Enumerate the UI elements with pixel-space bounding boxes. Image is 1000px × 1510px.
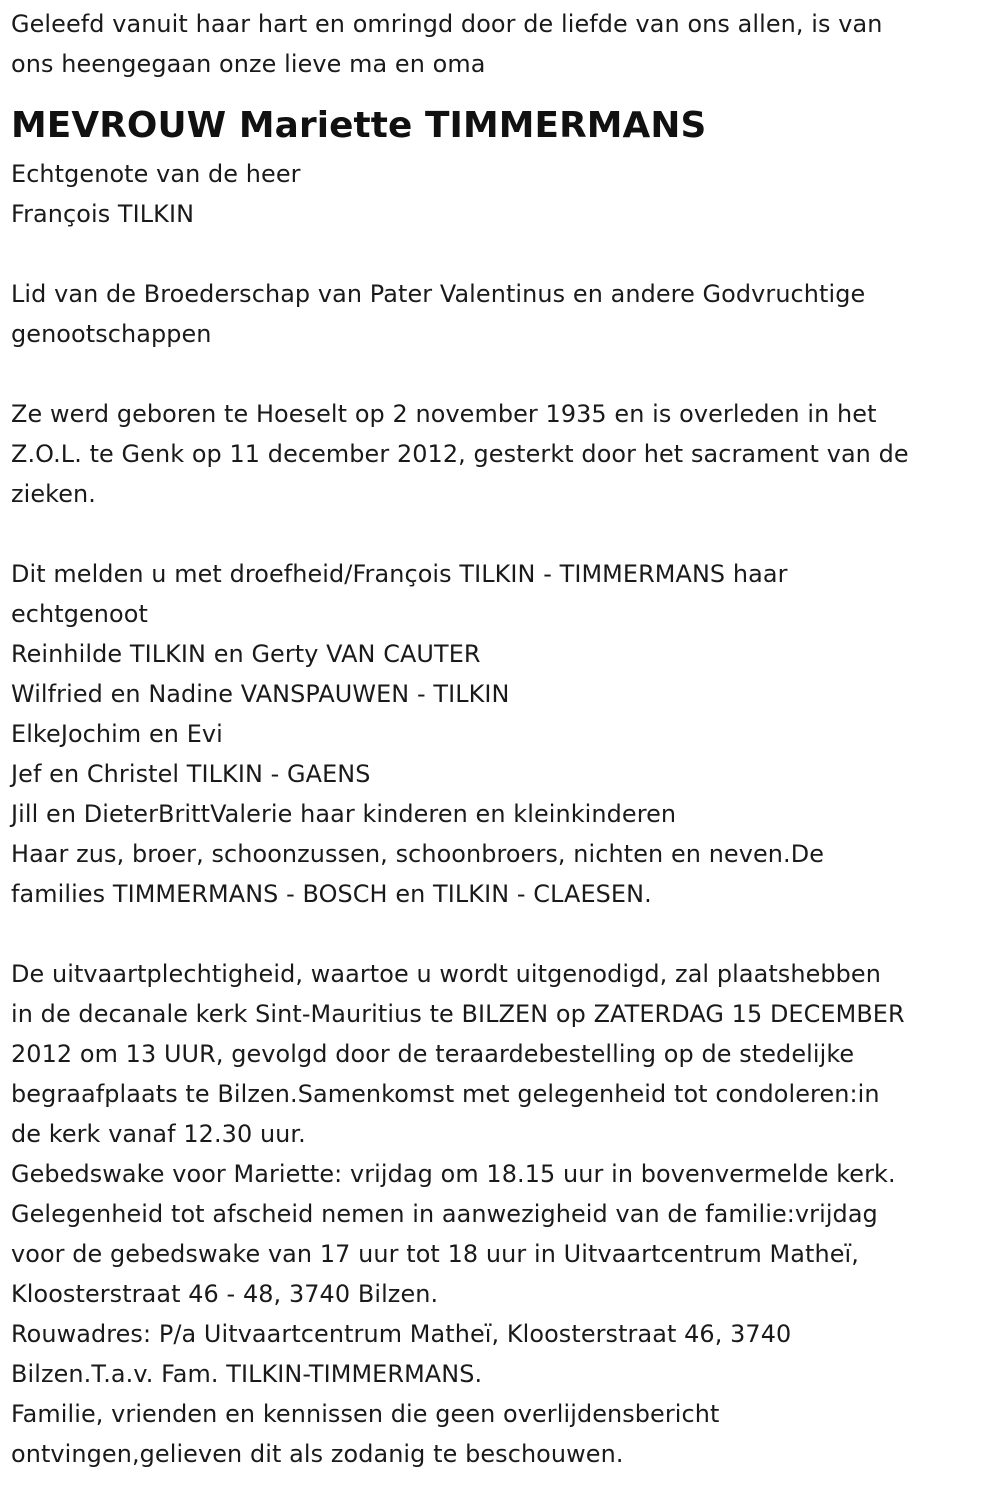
funeral-line: De uitvaartplechtigheid, waartoe u wordt uitgenodigd, zal plaatshebben [11, 960, 881, 988]
spacer [11, 354, 993, 394]
family-line: Jef en Christel TILKIN - GAENS [11, 760, 371, 788]
birth-death-line: Z.O.L. te Genk op 11 december 2012, gesterkt door het sacrament van de [11, 440, 909, 468]
spouse-line: Echtgenote van de heer [11, 160, 301, 188]
birth-death-line: zieken. [11, 480, 96, 508]
family-line: ElkeJochim en Evi [11, 720, 223, 748]
funeral-line: de kerk vanaf 12.30 uur. [11, 1120, 306, 1148]
funeral-line: in de decanale kerk Sint-Mauritius te BILZEN op ZATERDAG 15 DECEMBER [11, 1000, 905, 1028]
deceased-name-heading: MEVROUW Mariette TIMMERMANS [11, 105, 707, 146]
family-line: families TIMMERMANS - BOSCH en TILKIN - CLAESEN. [11, 880, 652, 908]
family-line: Jill en DieterBrittValerie haar kinderen en kleinkinderen [11, 800, 677, 828]
funeral-line: 2012 om 13 UUR, gevolgd door de teraardebestelling op de stedelijke [11, 1040, 855, 1068]
funeral-line: Rouwadres: P/a Uitvaartcentrum Matheï, Kloosterstraat 46, 3740 [11, 1320, 792, 1348]
birth-death-line: Ze werd geboren te Hoeselt op 2 november 1935 en is overleden in het [11, 400, 877, 428]
spacer [11, 914, 993, 954]
funeral-line: Kloosterstraat 46 - 48, 3740 Bilzen. [11, 1280, 439, 1308]
family-line: Dit melden u met droefheid/François TILKIN - TIMMERMANS haar [11, 560, 788, 588]
membership-line: genootschappen [11, 320, 212, 348]
spacer [11, 514, 993, 554]
spouse-paragraph [11, 154, 993, 234]
funeral-line: Gebedswake voor Mariette: vrijdag om 18.15 uur in bovenvermelde kerk. [11, 1160, 896, 1188]
family-line: Reinhilde TILKIN en Gerty VAN CAUTER [11, 640, 481, 668]
funeral-line: Familie, vrienden en kennissen die geen overlijdensbericht [11, 1400, 720, 1428]
funeral-line: Gelegenheid tot afscheid nemen in aanwezigheid van de familie:vrijdag [11, 1200, 878, 1228]
membership-paragraph [11, 274, 993, 354]
funeral-paragraph [11, 954, 993, 1474]
family-line: echtgenoot [11, 600, 148, 628]
intro-line: ons heengegaan onze lieve ma en oma [11, 50, 486, 78]
birth-death-paragraph [11, 394, 993, 514]
family-line: Wilfried en Nadine VANSPAUWEN - TILKIN [11, 680, 510, 708]
funeral-line: begraafplaats te Bilzen.Samenkomst met gelegenheid tot condoleren:in [11, 1080, 880, 1108]
funeral-line: voor de gebedswake van 17 uur tot 18 uur in Uitvaartcentrum Matheï, [11, 1240, 859, 1268]
intro-paragraph [11, 4, 993, 84]
membership-line: Lid van de Broederschap van Pater Valentinus en andere Godvruchtige [11, 280, 866, 308]
spouse-line: François TILKIN [11, 200, 195, 228]
funeral-line: ontvingen,gelieven dit als zodanig te beschouwen. [11, 1440, 624, 1468]
spacer [11, 234, 993, 274]
family-line: Haar zus, broer, schoonzussen, schoonbroers, nichten en neven.De [11, 840, 824, 868]
funeral-line: Bilzen.T.a.v. Fam. TILKIN-TIMMERMANS. [11, 1360, 483, 1388]
death-notice [11, 4, 993, 1474]
intro-line: Geleefd vanuit haar hart en omringd door de liefde van ons allen, is van [11, 10, 883, 38]
family-paragraph [11, 554, 993, 914]
